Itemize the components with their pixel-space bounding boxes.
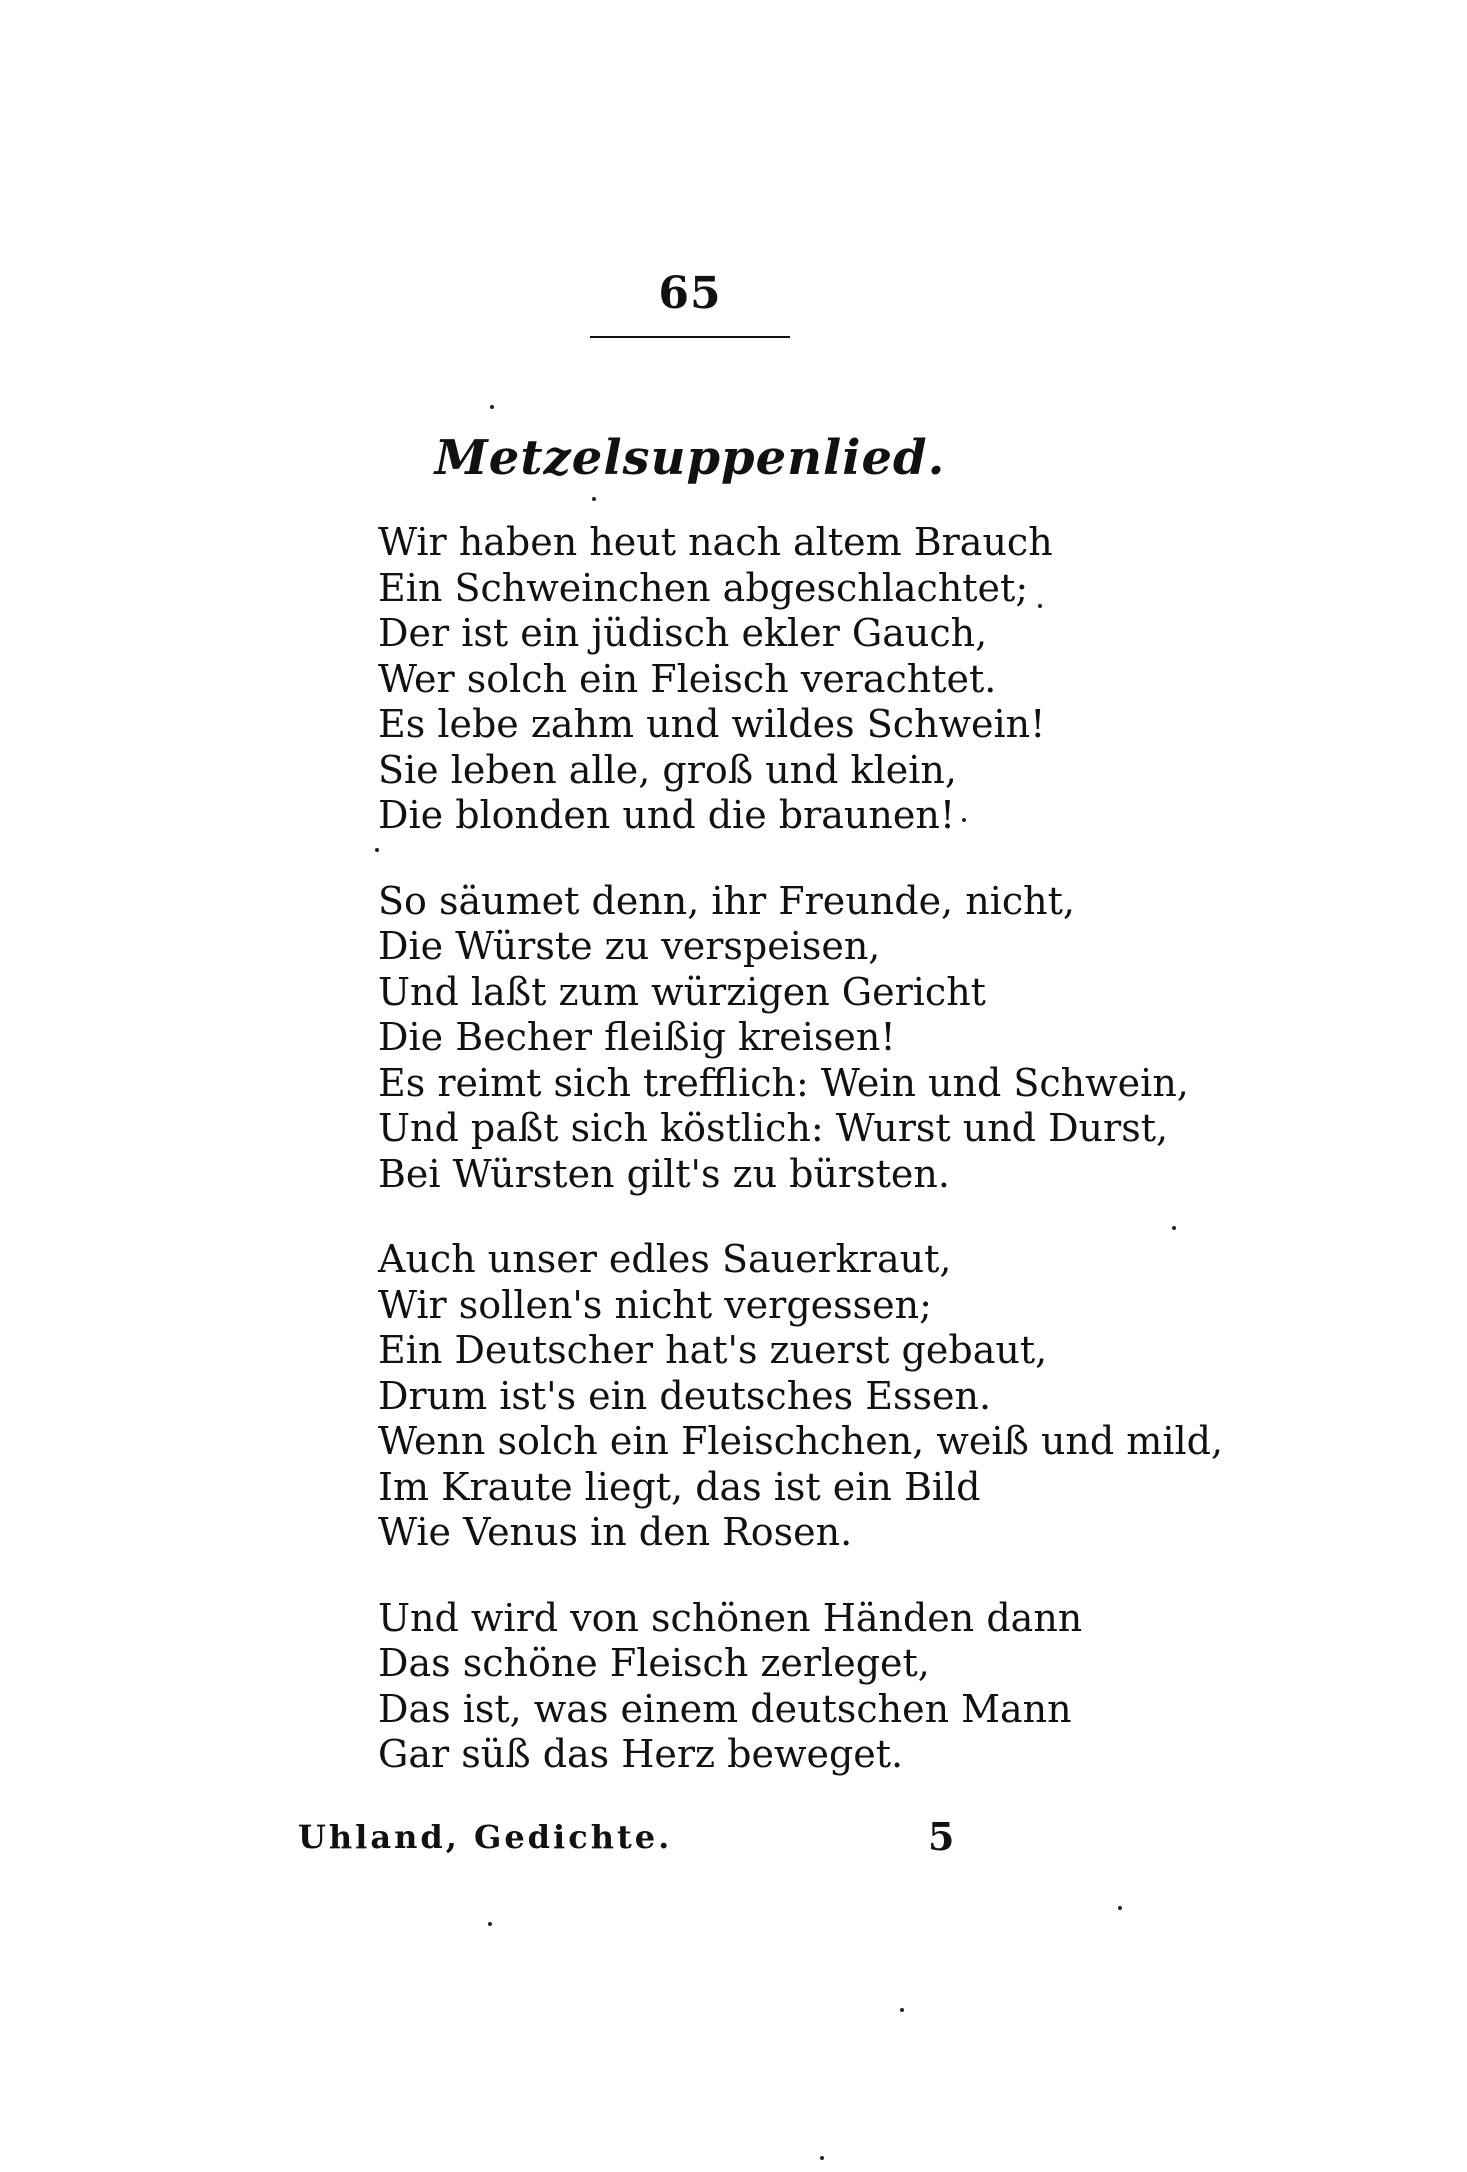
poem-line: So säumet denn, ihr Freunde, nicht, [378,878,1075,923]
poem-line: Im Kraute liegt, das ist ein Bild [378,1464,981,1509]
stanza-3 [378,1237,1278,1556]
poem-line: Und wird von schönen Händen dann [378,1595,1083,1640]
poem-line: Das schöne Fleisch zerleget, [378,1641,930,1685]
poem-line: Die Würste zu verspeisen, [378,924,881,968]
scan-speck [488,1922,492,1926]
poem-line: Wer solch ein Fleisch verachtet. [378,656,997,701]
poem-title: Metzelsuppenlied. [434,430,946,486]
poem-line: Und laßt zum würzigen Gericht [378,969,986,1014]
poem-line: Sie leben alle, groß und klein, [378,747,957,792]
poem-line: Und paßt sich köstlich: Wurst und Durst, [378,1106,1169,1150]
poem-line: Die Becher fleißig kreisen! [378,1015,896,1059]
stanza-1 [378,520,1278,839]
footer-author: Uhland, Gedichte. [298,1818,673,1856]
scan-speck [1038,604,1042,608]
poem-line: Wir haben heut nach altem Brauch [378,520,1053,564]
scan-speck [820,2156,824,2160]
poem-line: Bei Würsten gilt's zu bürsten. [378,1151,950,1196]
signature-mark: 5 [928,1814,955,1859]
poem-line: Gar süß das Herz beweget. [378,1732,904,1776]
scan-speck [375,848,379,852]
scan-speck [490,405,494,409]
poem-line: Der ist ein jüdisch ekler Gauch, [378,611,988,655]
poem-line: Das ist, was einem deutschen Mann [378,1686,1072,1731]
header-rule [590,336,790,338]
poem-line: Auch unser edles Sauerkraut, [378,1237,952,1281]
page-number: 65 [658,268,722,319]
scan-speck [900,2008,904,2012]
poem-line: Wir sollen's nicht vergessen; [378,1282,932,1327]
poem-line: Ein Deutscher hat's zuerst gebaut, [378,1328,1048,1372]
poem-body [378,520,1278,1818]
scan-speck [962,818,966,822]
poem-line: Die blonden und die braunen! [378,793,956,837]
poem-line: Wenn solch ein Fleischchen, weiß und mild, [378,1419,1224,1463]
poem-line: Wie Venus in den Rosen. [378,1510,853,1554]
scan-speck [1118,1906,1122,1910]
scan-speck [592,497,596,501]
poem-line: Es lebe zahm und wildes Schwein! [378,702,1046,746]
stanza-4 [378,1596,1278,1778]
poem-line: Es reimt sich trefflich: Wein und Schwein, [378,1060,1189,1105]
stanza-2 [378,879,1278,1198]
poem-line: Drum ist's ein deutsches Essen. [378,1373,992,1418]
poem-line: Ein Schweinchen abgeschlachtet; [378,565,1029,610]
scan-speck [1172,1226,1176,1230]
